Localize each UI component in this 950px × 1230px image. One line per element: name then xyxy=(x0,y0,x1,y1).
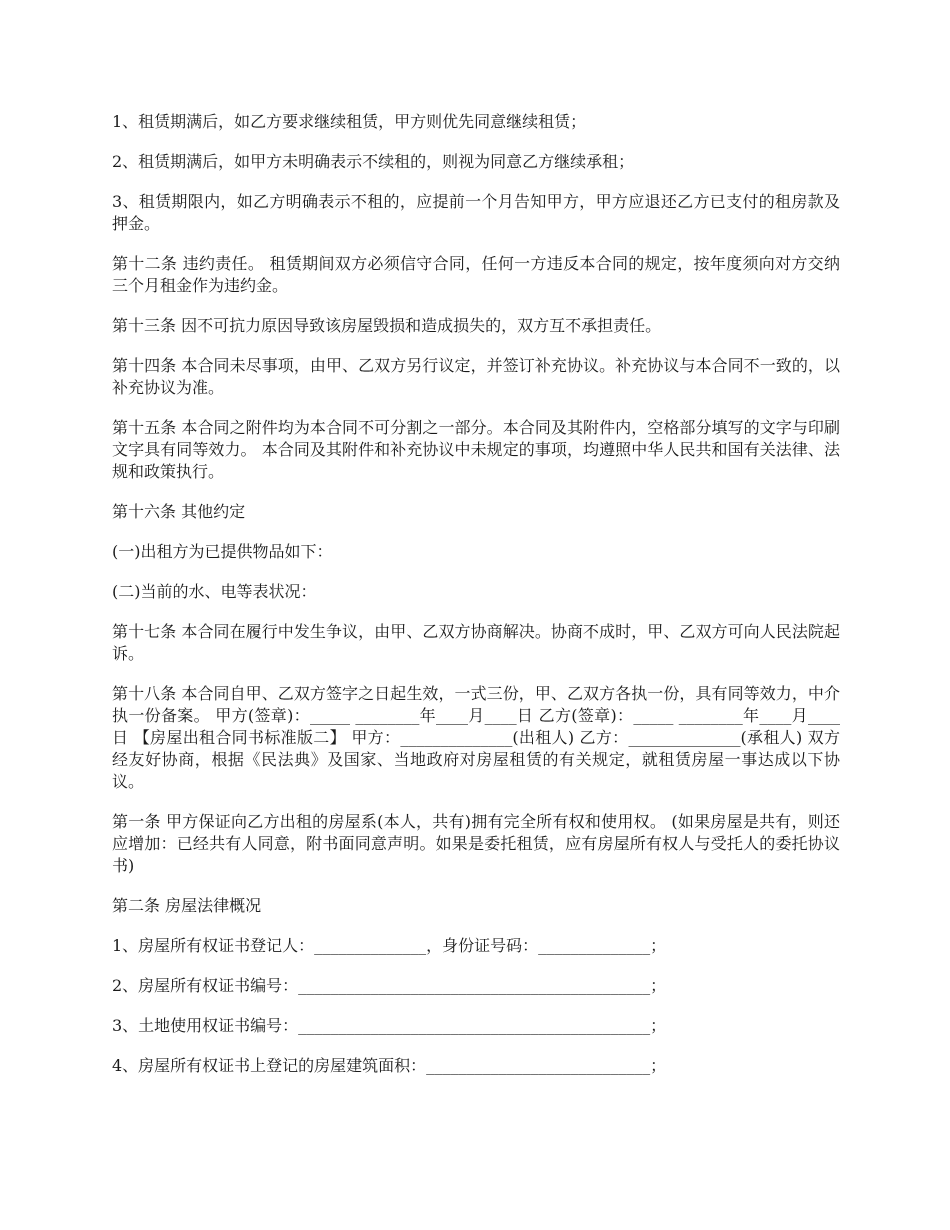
article-16-other: 第十六条 其他约定 xyxy=(112,502,246,521)
article-17-disputes: 第十七条 本合同在履行中发生争议，由甲、乙双方协商解决。协商不成时，甲、乙双方可向人民法院起诉。 xyxy=(112,622,840,663)
legal-item-1: 1、房屋所有权证书登记人：______________，身份证号码：______________； xyxy=(112,936,667,955)
other-item-2: (二)当前的水、电等表状况： xyxy=(112,582,317,601)
legal-item-3: 3、土地使用权证书编号：____________________________________________； xyxy=(112,1016,667,1035)
article-13-force-majeure: 第十三条 因不可抗力原因导致该房屋毁损和造成损失的，双方互不承担责任。 xyxy=(112,316,662,335)
article-18-effect-signatures: 第十八条 本合同自甲、乙双方签字之日起生效，一式三份，甲、乙双方各执一份，具有同等效力，中介执一份备案。 甲方(签章)：_____ ________年____月____日 乙方(签章)：_____ ________年____月____日 【房屋出租合同书标准版二】 甲方：______________(出租人) 乙方：______________(承租人) 双方经友好协商，根据《民法典》及国家、当地政府对房屋租赁的有关规定，就租赁房屋一事达成以下协议。 xyxy=(112,684,840,791)
article-12-liability: 第十二条 违约责任。 租赁期间双方必须信守合同，任何一方违反本合同的规定，按年度须向对方交纳三个月租金作为违约金。 xyxy=(112,254,840,295)
article-1-ownership: 第一条 甲方保证向乙方出租的房屋系(本人，共有)拥有完全所有权和使用权。 (如果房屋是共有，则还应增加：已经共有人同意，附书面同意声明。如果是委托租赁，应有房屋所有权人与受托人的委托协议书) xyxy=(112,812,840,875)
clause-renewal-priority: 1、租赁期满后，如乙方要求继续租赁，甲方则优先同意继续租赁； xyxy=(112,112,587,131)
legal-item-4: 4、房屋所有权证书上登记的房屋建筑面积：____________________________； xyxy=(112,1056,667,1075)
other-item-1: (一)出租方为已提供物品如下： xyxy=(112,542,333,561)
article-15-annexes: 第十五条 本合同之附件均为本合同不可分割之一部分。本合同及其附件内，空格部分填写的文字与印刷文字具有同等效力。 本合同及其附件和补充协议中未规定的事项，均遵照中华人民共和国有关法律、法规和政策执行。 xyxy=(112,418,840,481)
clause-implied-renewal: 2、租赁期满后，如甲方未明确表示不续租的，则视为同意乙方继续承租； xyxy=(112,152,635,171)
article-2-legal-status: 第二条 房屋法律概况 xyxy=(112,896,262,915)
document-page xyxy=(112,111,840,1095)
clause-early-termination: 3、租赁期限内，如乙方明确表示不租的，应提前一个月告知甲方，甲方应退还乙方已支付的租房款及押金。 xyxy=(112,192,840,233)
article-14-supplement: 第十四条 本合同未尽事项，由甲、乙双方另行议定，并签订补充协议。补充协议与本合同不一致的，以补充协议为准。 xyxy=(112,356,840,397)
legal-item-2: 2、房屋所有权证书编号：____________________________________________； xyxy=(112,976,667,995)
